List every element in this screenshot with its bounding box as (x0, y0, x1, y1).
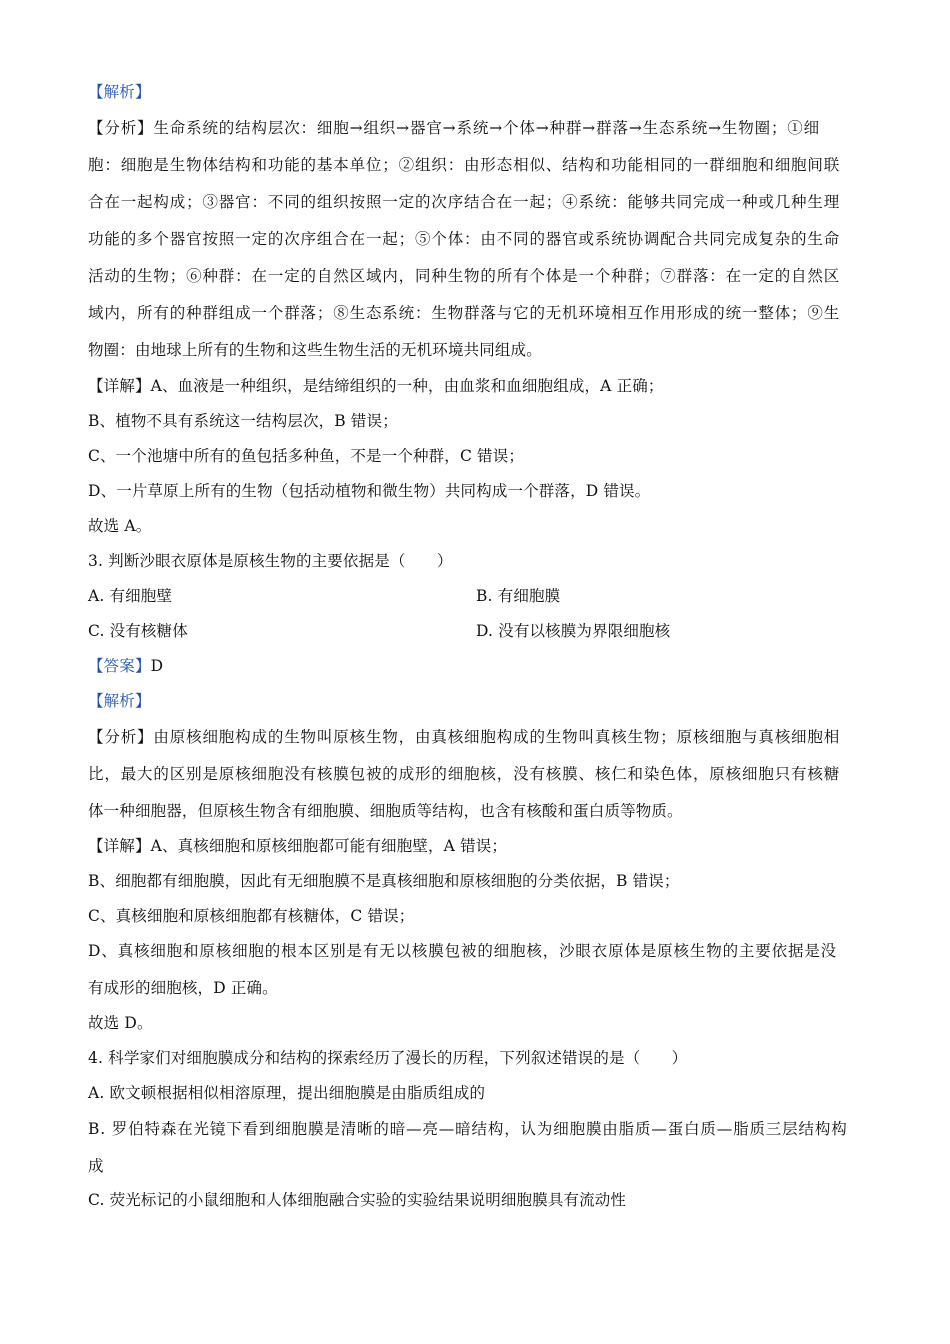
question-3-option-b: B. 有细胞膜 (476, 587, 561, 605)
question-4-option-b: B. 罗伯特森在光镜下看到细胞膜是清晰的暗—亮—暗结构，认为细胞膜由脂质—蛋白质—脂质三层结构构 (88, 1120, 848, 1138)
question-3-stem: 3. 判断沙眼衣原体是原核生物的主要依据是（ ） (88, 552, 453, 570)
analysis-text-line: 物圈：由地球上所有的生物和这些生物生活的无机环境共同组成。 (88, 341, 542, 359)
detail-text-line: 【详解】A、血液是一种组织，是结缔组织的一种，由血浆和血细胞组成，A 正确； (88, 377, 664, 395)
question-3-option-c: C. 没有核糖体 (88, 622, 188, 640)
analysis-text-line: 域内，所有的种群组成一个群落；⑧生态系统：生物群落与它的无机环境相互作用形成的统一整体；⑨生 (88, 304, 841, 322)
analysis-text-line: 体一种细胞器，但原核生物含有细胞膜、细胞质等结构，也含有核酸和蛋白质等物质。 (88, 802, 683, 820)
analysis-text-line: 合在一起构成；③器官：不同的组织按照一定的次序结合在一起；④系统：能够共同完成一种或几种生理 (88, 193, 841, 211)
analysis-text-line: 胞：细胞是生物体结构和功能的基本单位；②组织：由形态相似、结构和功能相同的一群细胞和细胞间联 (88, 156, 841, 174)
detail-text-line: C、真核细胞和原核细胞都有核糖体，C 错误； (88, 907, 415, 925)
detail-text-line: D、一片草原上所有的生物（包括动植物和微生物）共同构成一个群落，D 错误。 (88, 482, 651, 500)
analysis-tag: 【解析】 (88, 83, 151, 101)
detail-text-line: 【详解】A、真核细胞和原核细胞都可能有细胞壁，A 错误； (88, 837, 508, 855)
detail-text-line: B、细胞都有细胞膜，因此有无细胞膜不是真核细胞和原核细胞的分类依据，B 错误； (88, 872, 680, 890)
question-4-option-c: C. 荧光标记的小鼠细胞和人体细胞融合实验的实验结果说明细胞膜具有流动性 (88, 1191, 627, 1209)
analysis-tag: 【解析】 (88, 692, 151, 710)
conclusion-text: 故选 A。 (88, 517, 152, 535)
answer-tag: 【答案】 (88, 657, 151, 675)
analysis-text-line: 【分析】生命系统的结构层次：细胞→组织→器官→系统→个体→种群→群落→生态系统→生物圈；①细 (88, 119, 821, 137)
analysis-text-line: 活动的生物；⑥种群：在一定的自然区域内，同种生物的所有个体是一个种群；⑦群落：在一定的自然区 (88, 267, 841, 285)
analysis-text-line: 【分析】由原核细胞构成的生物叫原核生物，由真核细胞构成的生物叫真核生物；原核细胞与真核细胞相 (88, 728, 841, 746)
answer-line (88, 656, 163, 676)
question-4-option-b-cont: 成 (88, 1157, 104, 1175)
question-3-option-a: A. 有细胞壁 (88, 587, 173, 605)
detail-text-line: 有成形的细胞核，D 正确。 (88, 979, 278, 997)
answer-value: D (150, 657, 164, 675)
detail-text-line: C、一个池塘中所有的鱼包括多种鱼，不是一个种群，C 错误； (88, 447, 524, 465)
analysis-text-line: 功能的多个器官按照一定的次序组合在一起；⑤个体：由不同的器官或系统协调配合共同完成复杂的生命 (88, 230, 841, 248)
question-4-option-a: A. 欧文顿根据相似相溶原理，提出细胞膜是由脂质组成的 (88, 1084, 486, 1102)
question-4-stem: 4. 科学家们对细胞膜成分和结构的探索经历了漫长的历程，下列叙述错误的是（ ） (88, 1049, 688, 1067)
detail-text-line: B、植物不具有系统这一结构层次，B 错误； (88, 412, 398, 430)
analysis-text-line: 比，最大的区别是原核细胞没有核膜包被的成形的细胞核，没有核膜、核仁和染色体，原核细胞只有核糖 (88, 765, 841, 783)
conclusion-text: 故选 D。 (88, 1014, 153, 1032)
detail-text-line: D、真核细胞和原核细胞的根本区别是有无以核膜包被的细胞核，沙眼衣原体是原核生物的主要依据是没 (88, 942, 838, 960)
question-3-option-d: D. 没有以核膜为界限细胞核 (476, 622, 671, 640)
